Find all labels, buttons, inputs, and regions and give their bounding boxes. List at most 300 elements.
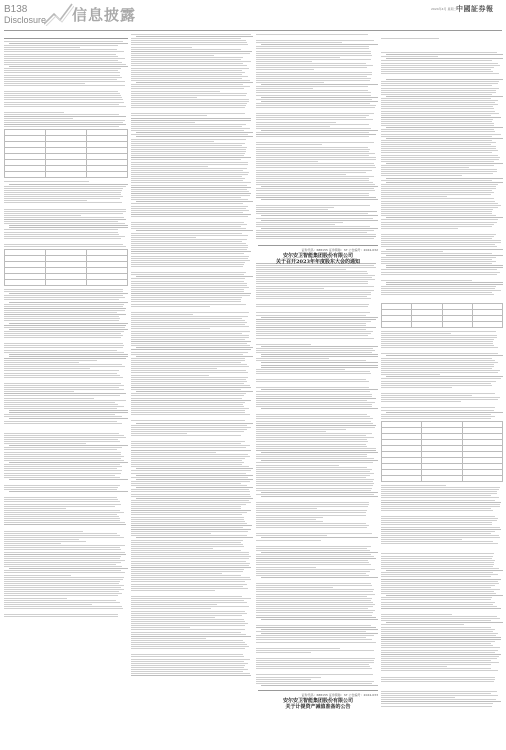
text-line — [256, 429, 346, 430]
text-line — [131, 458, 245, 459]
text-line — [381, 656, 499, 657]
text-line — [4, 120, 125, 121]
text-line — [381, 292, 492, 293]
text-line — [4, 364, 122, 365]
text-line — [381, 213, 492, 214]
text-line — [386, 412, 503, 413]
text-line — [256, 273, 368, 274]
text-line — [4, 79, 117, 80]
text-line — [131, 512, 247, 513]
text-line — [131, 523, 247, 524]
text-line — [381, 257, 496, 258]
text-line — [131, 343, 247, 344]
text-line — [131, 632, 241, 633]
text-line — [131, 569, 244, 570]
text-line — [131, 404, 243, 405]
text-line — [381, 111, 495, 112]
text-line — [386, 54, 503, 55]
text-line — [256, 402, 375, 403]
text-line — [131, 590, 215, 591]
text-line — [4, 246, 126, 247]
text-line — [261, 367, 378, 368]
text-line — [4, 583, 119, 584]
text-line — [381, 645, 493, 646]
text-line — [9, 479, 128, 480]
notice-rule — [258, 245, 378, 246]
text-line — [256, 76, 367, 77]
text-line — [256, 48, 369, 49]
text-line — [256, 431, 326, 432]
text-line — [131, 191, 249, 192]
text-line — [4, 395, 120, 396]
text-line — [131, 408, 249, 409]
text-line — [261, 685, 378, 686]
text-line — [381, 562, 494, 563]
text-line — [256, 331, 373, 332]
text-line — [256, 161, 318, 162]
text-line — [131, 525, 252, 526]
text-line — [381, 353, 498, 354]
table-cell — [442, 321, 472, 327]
text-line — [4, 400, 126, 401]
text-line — [4, 93, 120, 94]
text-line — [256, 153, 375, 154]
text-line — [4, 75, 120, 76]
text-line — [131, 86, 250, 87]
text-line — [131, 318, 242, 319]
text-line — [256, 519, 316, 520]
text-line — [131, 61, 251, 62]
text-line — [136, 356, 253, 357]
text-line — [131, 383, 244, 384]
text-line — [256, 294, 371, 295]
text-line — [131, 159, 241, 160]
text-line — [131, 326, 249, 327]
text-line — [256, 674, 373, 675]
text-line — [4, 85, 125, 86]
text-line — [4, 192, 121, 193]
text-line — [4, 543, 61, 544]
text-line — [381, 240, 501, 241]
text-line — [4, 352, 124, 353]
text-line — [131, 206, 248, 207]
text-line — [256, 184, 375, 185]
text-line — [9, 302, 128, 303]
text-line — [381, 618, 500, 619]
text-line — [131, 535, 247, 536]
text-line — [381, 286, 496, 287]
text-line — [381, 331, 496, 332]
text-line — [4, 423, 122, 424]
text-line — [256, 448, 376, 449]
text-line — [131, 285, 247, 286]
text-line — [256, 477, 366, 478]
text-line — [4, 435, 124, 436]
text-line — [4, 508, 66, 509]
text-line — [256, 639, 372, 640]
text-line — [261, 44, 378, 45]
text-line — [381, 337, 497, 338]
text-line — [381, 129, 494, 130]
text-line — [381, 522, 492, 523]
text-line — [256, 550, 370, 551]
text-line — [136, 475, 253, 476]
text-line — [4, 62, 122, 63]
text-line — [381, 125, 494, 126]
header-rule — [4, 30, 502, 31]
text-line — [4, 539, 79, 540]
text-line — [256, 589, 374, 590]
text-line — [381, 215, 496, 216]
text-line — [256, 51, 371, 52]
text-line — [4, 181, 89, 182]
text-line — [381, 407, 495, 408]
text-line — [131, 671, 243, 672]
text-line — [131, 519, 244, 520]
text-line — [261, 220, 378, 221]
text-line — [4, 304, 124, 305]
text-line — [261, 408, 378, 409]
text-line — [381, 65, 500, 66]
text-line — [256, 610, 375, 611]
text-line — [381, 272, 500, 273]
text-line — [131, 540, 243, 541]
text-line — [256, 658, 375, 659]
text-line — [131, 619, 244, 620]
text-line — [261, 215, 378, 216]
text-line — [4, 466, 122, 467]
text-line — [4, 595, 118, 596]
text-line — [131, 412, 245, 413]
newspaper-masthead: 中國証券報 — [456, 4, 494, 13]
text-line — [4, 234, 119, 235]
text-line — [256, 167, 376, 168]
text-line — [256, 423, 373, 424]
text-line — [386, 376, 503, 377]
text-line — [4, 360, 97, 361]
text-line — [381, 142, 496, 143]
text-line — [256, 573, 366, 574]
text-line — [131, 579, 251, 580]
text-line — [381, 294, 494, 295]
text-line — [131, 425, 247, 426]
text-line — [381, 134, 501, 135]
text-line — [131, 99, 249, 100]
text-line — [256, 34, 368, 35]
text-line — [256, 103, 370, 104]
text-line — [381, 171, 497, 172]
text-line — [131, 410, 245, 411]
text-line — [4, 209, 126, 210]
text-line — [131, 84, 243, 85]
text-line — [381, 504, 500, 505]
text-line — [256, 327, 376, 328]
text-line — [256, 188, 374, 189]
text-line — [4, 81, 125, 82]
text-line — [131, 393, 246, 394]
text-line — [381, 529, 501, 530]
text-line — [381, 564, 494, 565]
text-line — [4, 585, 124, 586]
text-line — [131, 266, 243, 267]
text-line — [131, 155, 244, 156]
text-line — [381, 666, 447, 667]
text-line — [131, 47, 192, 48]
section-name-en: Disclosure — [4, 15, 47, 25]
text-line — [4, 533, 117, 534]
text-line — [256, 548, 367, 549]
text-line — [131, 283, 247, 284]
text-line — [381, 274, 497, 275]
text-line — [381, 341, 493, 342]
text-line — [131, 462, 244, 463]
text-line — [131, 241, 242, 242]
text-line — [131, 510, 251, 511]
text-line — [386, 282, 503, 283]
text-line — [256, 398, 376, 399]
text-line — [9, 410, 128, 411]
text-line — [131, 517, 244, 518]
text-line — [4, 54, 116, 55]
text-line — [4, 487, 118, 488]
text-line — [256, 82, 324, 83]
text-line — [261, 186, 378, 187]
text-line — [131, 289, 244, 290]
text-line — [9, 418, 128, 419]
text-line — [256, 335, 368, 336]
text-line — [4, 524, 126, 525]
text-line — [256, 483, 374, 484]
text-line — [131, 299, 241, 300]
column-text-block — [256, 34, 378, 239]
text-line — [131, 433, 187, 434]
text-line — [131, 78, 242, 79]
page-header — [0, 0, 506, 30]
text-line — [256, 315, 366, 316]
text-line — [256, 596, 367, 597]
text-line — [4, 72, 120, 73]
text-line — [131, 162, 248, 163]
text-line — [381, 188, 496, 189]
data-table — [4, 249, 128, 286]
text-line — [381, 662, 499, 663]
text-line — [131, 316, 248, 317]
text-line — [256, 211, 377, 212]
text-line — [381, 385, 492, 386]
text-line — [256, 190, 375, 191]
text-line — [256, 292, 371, 293]
text-line — [381, 693, 491, 694]
text-line — [131, 602, 247, 603]
text-line — [386, 267, 503, 268]
text-line — [256, 462, 373, 463]
text-line — [256, 119, 373, 120]
text-line — [381, 606, 497, 607]
text-line — [381, 616, 497, 617]
text-line — [256, 379, 366, 380]
text-line — [131, 554, 249, 555]
text-line — [131, 586, 243, 587]
text-line — [131, 145, 242, 146]
text-line — [256, 604, 375, 605]
text-line — [256, 666, 370, 667]
text-line — [131, 491, 250, 492]
text-line — [381, 203, 498, 204]
text-line — [4, 333, 121, 334]
text-line — [131, 124, 246, 125]
text-line — [381, 370, 500, 371]
text-line — [131, 314, 193, 315]
text-line — [381, 650, 498, 651]
text-line — [256, 677, 321, 678]
text-line — [131, 239, 247, 240]
text-line — [131, 80, 250, 81]
column-text-block — [4, 289, 128, 617]
text-line — [256, 57, 340, 58]
text-line — [256, 195, 369, 196]
text-line — [9, 354, 128, 355]
notice-title: 关于召开2023年年度股东大会的通知 — [276, 258, 360, 265]
text-line — [256, 306, 368, 307]
text-line — [381, 647, 500, 648]
text-line — [256, 525, 369, 526]
text-line — [131, 91, 220, 92]
text-line — [256, 74, 372, 75]
text-line — [4, 126, 119, 127]
text-line — [381, 633, 498, 634]
text-line — [4, 102, 124, 103]
text-line — [381, 73, 499, 74]
text-line — [381, 140, 492, 141]
text-line — [131, 76, 248, 77]
text-line — [256, 564, 371, 565]
text-line — [4, 385, 124, 386]
text-line — [256, 650, 374, 651]
text-line — [131, 306, 210, 307]
text-line — [256, 517, 323, 518]
text-line — [4, 408, 117, 409]
text-line — [256, 683, 372, 684]
text-line — [381, 614, 452, 615]
text-line — [131, 546, 244, 547]
text-line — [261, 389, 378, 390]
text-line — [256, 396, 372, 397]
issue-date: 2024年4月 星期二 — [431, 7, 457, 11]
text-line — [9, 66, 128, 67]
notice-rule — [258, 690, 378, 691]
text-line — [381, 393, 495, 394]
text-line — [381, 643, 491, 644]
text-line — [381, 639, 501, 640]
text-line — [4, 118, 73, 119]
text-line — [131, 295, 250, 296]
text-line — [4, 77, 122, 78]
text-line — [381, 372, 498, 373]
text-line — [131, 349, 251, 350]
text-line — [256, 637, 366, 638]
text-line — [131, 665, 245, 666]
text-line — [381, 201, 495, 202]
text-line — [131, 606, 249, 607]
text-line — [381, 238, 492, 239]
text-line — [381, 395, 472, 396]
text-line — [4, 510, 120, 511]
text-line — [256, 122, 336, 123]
text-line — [381, 190, 492, 191]
text-line — [381, 697, 455, 698]
text-line — [256, 540, 321, 541]
text-line — [4, 475, 115, 476]
text-line — [131, 477, 248, 478]
text-line — [381, 167, 469, 168]
text-line — [256, 631, 366, 632]
text-line — [256, 329, 366, 330]
text-line — [4, 97, 122, 98]
text-line — [381, 102, 495, 103]
text-line — [381, 358, 492, 359]
text-line — [381, 516, 495, 517]
text-line — [256, 446, 367, 447]
text-line — [4, 312, 117, 313]
text-line — [131, 600, 244, 601]
text-line — [256, 456, 367, 457]
text-line — [256, 325, 366, 326]
text-line — [4, 591, 119, 592]
text-column-2 — [131, 34, 253, 744]
text-line — [256, 288, 324, 289]
text-line — [131, 443, 241, 444]
text-line — [131, 588, 248, 589]
text-line — [131, 360, 245, 361]
text-line — [256, 286, 374, 287]
text-line — [381, 668, 491, 669]
table-cell — [87, 172, 128, 178]
text-line — [256, 469, 372, 470]
text-line — [131, 663, 248, 664]
text-line — [131, 615, 242, 616]
text-line — [4, 473, 121, 474]
text-line — [131, 489, 249, 490]
text-line — [4, 114, 119, 115]
text-line — [381, 635, 496, 636]
text-column-4 — [381, 34, 503, 744]
text-line — [256, 95, 371, 96]
text-line — [381, 169, 497, 170]
text-line — [4, 337, 121, 338]
text-line — [131, 68, 249, 69]
text-line — [131, 260, 250, 261]
text-line — [381, 131, 495, 132]
text-line — [381, 589, 500, 590]
text-line — [386, 163, 503, 164]
text-line — [136, 230, 253, 231]
text-line — [4, 581, 120, 582]
text-line — [4, 45, 118, 46]
text-line — [256, 144, 322, 145]
text-line — [256, 617, 376, 618]
text-line — [131, 264, 244, 265]
text-line — [256, 236, 376, 237]
text-line — [131, 402, 245, 403]
text-line — [381, 244, 495, 245]
text-line — [4, 468, 117, 469]
text-line — [381, 487, 500, 488]
text-line — [381, 226, 492, 227]
text-line — [381, 90, 496, 91]
text-line — [381, 205, 501, 206]
text-line — [256, 350, 375, 351]
text-line — [131, 335, 249, 336]
